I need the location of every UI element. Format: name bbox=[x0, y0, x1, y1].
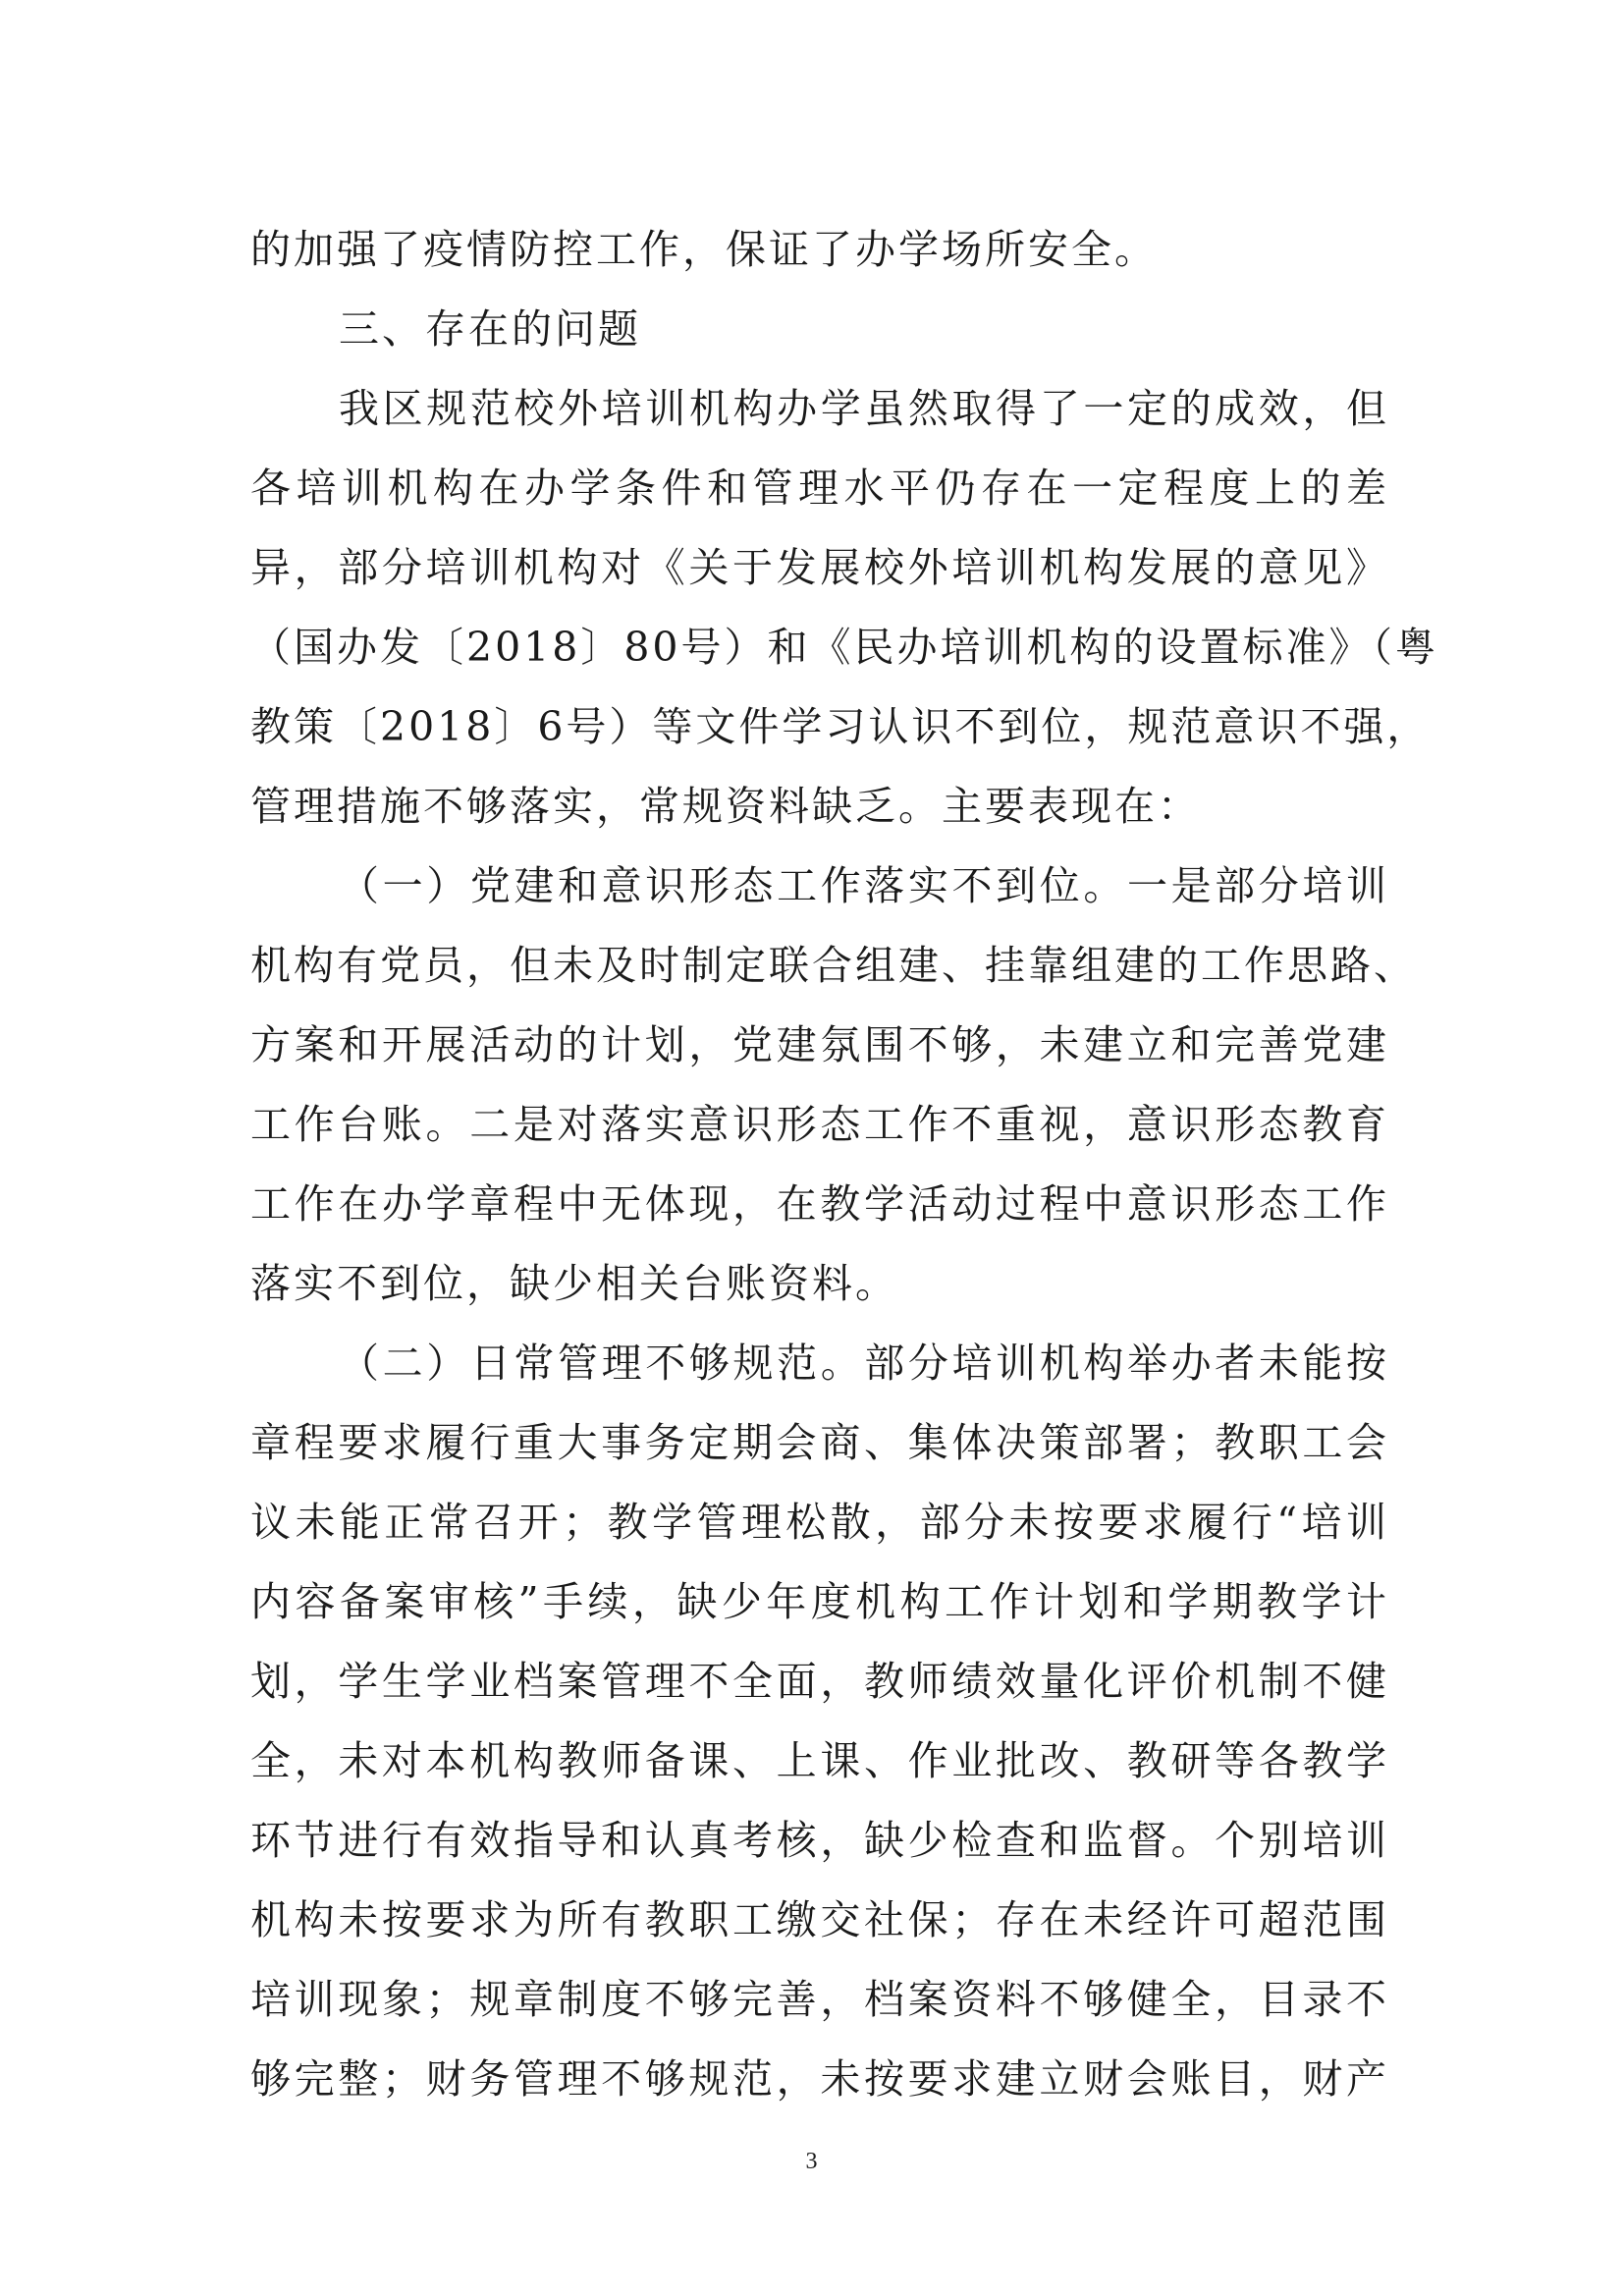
body-line-5: 异，部分培训机构对《关于发展校外培训机构发展的意见》 bbox=[250, 544, 1389, 591]
body-line-10: 机构有党员，但未及时制定联合组建、挂靠组建的工作思路、 bbox=[250, 942, 1417, 989]
body-line-19: 划，学生学业档案管理不全面，教师绩效量化评价机制不健 bbox=[250, 1658, 1389, 1705]
body-line-22: 机构未按要求为所有教职工缴交社保；存在未经许可超范围 bbox=[250, 1896, 1389, 1943]
body-line-1: 的加强了疫情防控工作，保证了办学场所安全。 bbox=[250, 226, 1158, 273]
body-line-6: （国办发〔2018〕80号）和《民办培训机构的设置标准》（粤 bbox=[250, 624, 1439, 671]
body-line-17: 议未能正常召开；教学管理松散，部分未按要求履行“培训 bbox=[250, 1499, 1389, 1546]
body-line-24: 够完整；财务管理不够规范，未按要求建立财会账目，财产 bbox=[250, 2055, 1389, 2103]
body-line-12: 工作台账。二是对落实意识形态工作不重视，意识形态教育 bbox=[250, 1101, 1389, 1148]
body-line-18: 内容备案审核”手续，缺少年度机构工作计划和学期教学计 bbox=[250, 1578, 1389, 1625]
body-line-3: 我区规范校外培训机构办学虽然取得了一定的成效，但 bbox=[339, 385, 1389, 432]
body-line-11: 方案和开展活动的计划，党建氛围不够，未建立和完善党建 bbox=[250, 1021, 1389, 1068]
body-line-13: 工作在办学章程中无体现，在教学活动过程中意识形态工作 bbox=[250, 1180, 1389, 1228]
page-number: 3 bbox=[805, 2149, 818, 2174]
body-line-21: 环节进行有效指导和认真考核，缺少检查和监督。个别培训 bbox=[250, 1817, 1389, 1864]
section-heading: 三、存在的问题 bbox=[339, 305, 641, 353]
body-line-16: 章程要求履行重大事务定期会商、集体决策部署；教职工会 bbox=[250, 1419, 1389, 1466]
body-line-14: 落实不到位，缺少相关台账资料。 bbox=[250, 1260, 898, 1307]
body-line-23: 培训现象；规章制度不够完善，档案资料不够健全，目录不 bbox=[250, 1976, 1389, 2023]
subsection-heading-1: （一）党建和意识形态工作落实不到位。一是部分培训 bbox=[339, 862, 1389, 909]
body-line-4: 各培训机构在办学条件和管理水平仍存在一定程度上的差 bbox=[250, 465, 1389, 512]
body-line-7: 教策〔2018〕6号）等文件学习认识不到位，规范意识不强， bbox=[250, 703, 1431, 750]
body-line-8: 管理措施不够落实，常规资料缺乏。主要表现在： bbox=[250, 783, 1201, 830]
subsection-heading-2: （二）日常管理不够规范。部分培训机构举办者未能按 bbox=[339, 1339, 1389, 1387]
body-line-20: 全，未对本机构教师备课、上课、作业批改、教研等各教学 bbox=[250, 1737, 1389, 1784]
